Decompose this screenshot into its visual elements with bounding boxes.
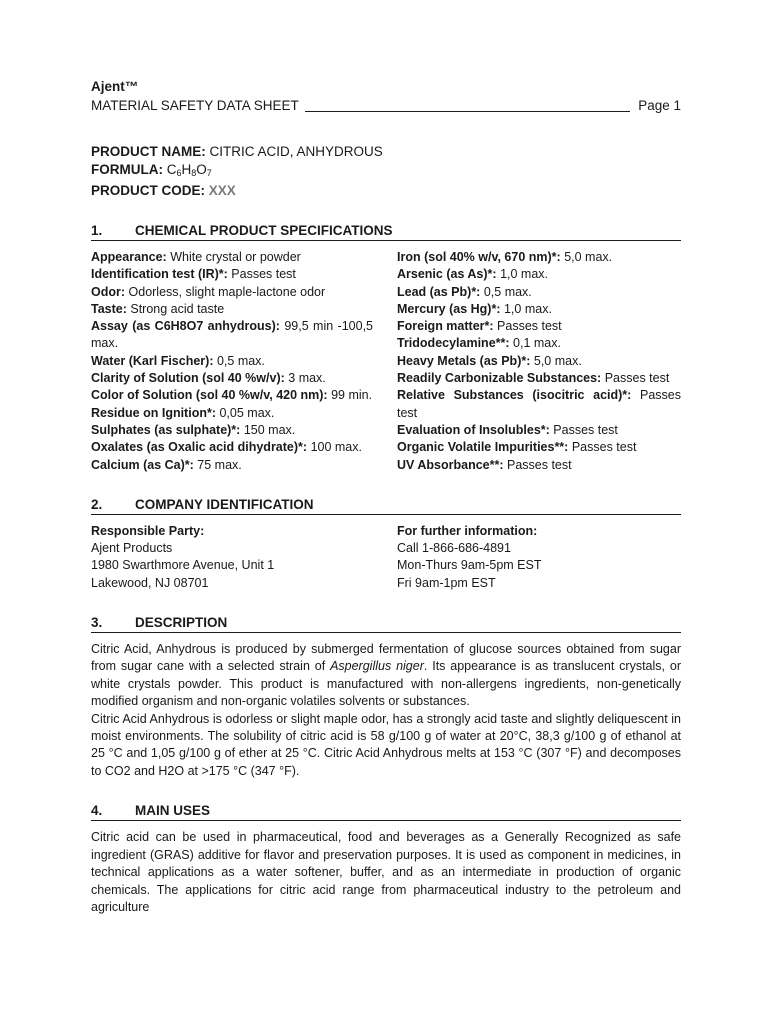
spec-label: Residue on Ignition*:: [91, 405, 216, 420]
formula-value: $C_6H_8O_7$: [166, 162, 212, 178]
spec-label: Water (Karl Fischer):: [91, 353, 214, 368]
company-line: Ajent Products: [91, 541, 173, 556]
spec-value: Strong acid taste: [130, 301, 225, 316]
spec-row: [91, 266, 373, 283]
spec-row: [91, 370, 373, 387]
spec-label: Lead (as Pb)*:: [397, 284, 481, 299]
spec-value: 1,0 max.: [500, 267, 548, 282]
spec-value: 0,1 max.: [513, 336, 561, 351]
spec-columns: [91, 249, 681, 474]
spec-value: 0,5 max.: [216, 353, 265, 368]
spec-row: [397, 266, 681, 283]
spec-value: Odorless, slight maple-lactone odor: [128, 284, 326, 299]
spec-row: [397, 370, 681, 387]
contact-line: Call 1-866-686-4891: [397, 541, 511, 556]
spec-value: 3 max.: [288, 371, 326, 386]
section-number: 1.: [91, 223, 103, 238]
main-uses-body: [91, 829, 681, 916]
section-number: 4.: [91, 803, 103, 819]
spec-value: Passes test: [397, 388, 681, 420]
spec-row: [91, 387, 373, 404]
spec-value: 99,5 min -100,5 max.: [91, 319, 373, 351]
document-title: MATERIAL SAFETY DATA SHEET: [91, 98, 299, 113]
spec-value: 0,5 max.: [483, 284, 532, 299]
spec-row: [91, 301, 373, 318]
formula-line: [91, 161, 681, 182]
spec-label: Odor:: [91, 284, 126, 299]
spec-value: 5,0 max.: [564, 250, 613, 264]
spec-label: Iron (sol 40% w/v, 670 nm)*:: [397, 250, 561, 264]
contact-line: Mon-Thurs 9am-5pm EST: [397, 558, 542, 573]
company-line: 1980 Swarthmore Avenue, Unit 1: [91, 558, 275, 573]
section-description: [91, 614, 681, 780]
spec-row: [91, 405, 373, 422]
spec-row: [91, 318, 373, 353]
responsible-party-block: [91, 523, 373, 592]
spec-row: [91, 457, 373, 474]
formula-label: FORMULA:: [91, 162, 163, 177]
spec-label: Evaluation of Insolubles*:: [397, 422, 550, 437]
spec-row: [91, 439, 373, 456]
spec-value: Passes test: [231, 267, 296, 282]
section-number: 2.: [91, 496, 103, 512]
contact-line: Fri 9am-1pm EST: [397, 575, 496, 590]
spec-label: Color of Solution (sol 40 %w/v, 420 nm):: [91, 388, 328, 403]
section-number: 3.: [91, 615, 103, 631]
product-info: [91, 143, 681, 200]
product-name-line: [91, 143, 681, 161]
spec-label: Clarity of Solution (sol 40 %w/v):: [91, 371, 285, 386]
product-code-label: PRODUCT CODE:: [91, 183, 205, 198]
title-underline: [305, 111, 630, 112]
section-title: COMPANY IDENTIFICATION: [135, 496, 314, 512]
spec-label: Heavy Metals (as Pb)*:: [397, 353, 531, 368]
spec-label: Oxalates (as Oxalic acid dihydrate)*:: [91, 440, 308, 455]
spec-label: Sulphates (as sulphate)*:: [91, 422, 241, 437]
spec-label: UV Absorbance**:: [397, 457, 504, 472]
spec-label: Organic Volatile Impurities**:: [397, 440, 569, 455]
document-page: [91, 78, 681, 916]
further-info-heading: For further information:: [397, 523, 538, 538]
spec-row: [397, 387, 681, 422]
description-paragraph: Citric Acid Anhydrous is odorless or slight maple odor, has a strongly acid taste and slightly deliquescent in moist environments. The solubility of citric acid is 58 g/100 g of water at 20°C, 38,3 g/100 g of ethanol at 25 °C and 1,05 g/100 g of ether at 25 °C. Citric Acid Anhydrous melts at 153 °C (307 °F) and decomposes to CO2 and H2O at >175 °C (347 °F).: [91, 711, 681, 778]
section-heading: [91, 614, 681, 633]
spec-row: [397, 301, 681, 318]
spec-value: 5,0 max.: [533, 353, 582, 368]
spec-label: Relative Substances (isocitric acid)*:: [397, 388, 632, 403]
product-code-value: XXX: [208, 183, 236, 198]
spec-list-right: [397, 249, 681, 474]
spec-label: Assay (as C6H8O7 anhydrous):: [91, 319, 280, 334]
spec-label: Arsenic (as As)*:: [397, 267, 497, 282]
section-title: MAIN USES: [135, 803, 211, 819]
spec-value: Passes test: [553, 422, 618, 437]
spec-label: Taste:: [91, 301, 127, 316]
description-body: [91, 641, 681, 780]
spec-label: Appearance:: [91, 250, 167, 264]
spec-value: 1,0 max.: [503, 301, 552, 316]
spec-list-left: [91, 249, 373, 474]
document-title-line: [91, 97, 681, 115]
company-line: Lakewood, NJ 08701: [91, 575, 209, 590]
section-heading: [91, 802, 681, 821]
spec-label: Foreign matter*:: [397, 319, 494, 334]
spec-value: Passes test: [604, 371, 670, 386]
section-heading: [91, 222, 681, 241]
main-uses-paragraph: Citric acid can be used in pharmaceutical, food and beverages as a Generally Recognized as safe ingredient (GRAS) additive for flavor and preservation purposes. It is used as component in medicines, in technical applications as a water softener, buffer, and as an intermediate in production of organic chemicals. The applications for citric acid range from pharmaceutical industry to the petroleum and agriculture: [91, 830, 681, 914]
spec-value: 100 max.: [310, 440, 362, 455]
spec-row: [397, 457, 681, 474]
spec-label: Tridodecylamine**:: [397, 336, 510, 351]
spec-row: [397, 335, 681, 352]
section-main-uses: [91, 802, 681, 916]
section-title: CHEMICAL PRODUCT SPECIFICATIONS: [135, 223, 393, 238]
spec-value: White crystal or powder: [170, 250, 301, 264]
product-name-value: CITRIC ACID, ANHYDROUS: [209, 144, 383, 159]
responsible-party-heading: Responsible Party:: [91, 523, 205, 538]
spec-row: [397, 422, 681, 439]
spec-label: Readily Carbonizable Substances:: [397, 371, 602, 386]
spec-value: Passes test: [507, 457, 572, 472]
further-info-block: [397, 523, 681, 592]
product-code-line: [91, 182, 681, 200]
company-columns: [91, 523, 681, 592]
section-heading: [91, 496, 681, 515]
section-title: DESCRIPTION: [135, 615, 228, 631]
spec-value: Passes test: [571, 440, 637, 455]
spec-value: 75 max.: [197, 457, 242, 472]
spec-label: Identification test (IR)*:: [91, 267, 228, 282]
spec-value: 99 min.: [331, 388, 373, 403]
brand-name: Ajent™: [91, 79, 139, 94]
spec-label: Calcium (as Ca)*:: [91, 457, 194, 472]
spec-row: [397, 353, 681, 370]
description-paragraph: Citric Acid, Anhydrous is produced by submerged fermentation of glucose sources obtained from sugar from sugar cane with a selected strain of Aspergillus niger. Its appearance is as translucent crystals, or white crystals powder. This product is manufactured with non-allergens ingredients, non-genetically modified organism and non-organic volatiles solvents or substances.: [91, 642, 681, 709]
spec-row: [397, 318, 681, 335]
spec-row: [91, 353, 373, 370]
spec-row: [91, 249, 373, 266]
section-company-identification: [91, 496, 681, 592]
spec-value: 150 max.: [243, 422, 296, 437]
spec-value: Passes test: [497, 319, 562, 334]
spec-row: [91, 422, 373, 439]
spec-row: [397, 439, 681, 456]
spec-label: Mercury (as Hg)*:: [397, 301, 501, 316]
section-chemical-specifications: [91, 222, 681, 474]
spec-row: [91, 284, 373, 301]
page-number: Page 1: [638, 98, 681, 113]
product-name-label: PRODUCT NAME:: [91, 144, 206, 159]
spec-row: [397, 249, 681, 266]
spec-value: 0,05 max.: [219, 405, 275, 420]
spec-row: [397, 284, 681, 301]
